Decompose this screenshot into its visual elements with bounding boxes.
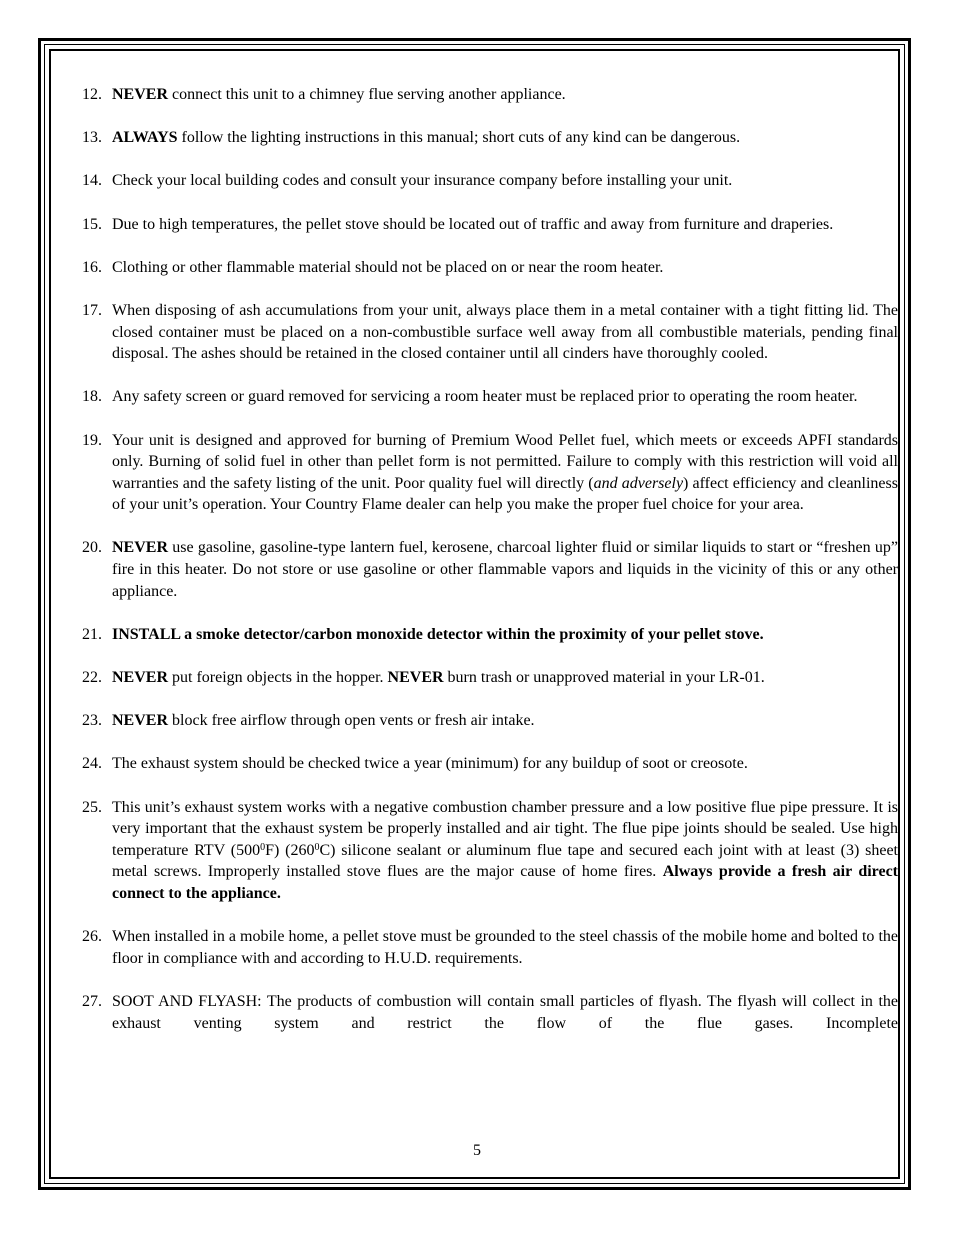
list-item-18: 18. Any safety screen or guard removed for servicing a room heater must be replaced prior to operating the room heater. <box>82 388 858 406</box>
list-item-23: 23. NEVER block free airflow through open vents or fresh air intake. <box>82 712 535 730</box>
list-item-14: 14. Check your local building codes and consult your insurance company before installing your unit. <box>82 172 733 190</box>
list-item-15: 15. Due to high temperatures, the pellet stove should be located out of traffic and away from furniture and draperies. <box>82 215 834 233</box>
list-item-20: 20. NEVER use gasoline, gasoline-type lantern fuel, kerosene, charcoal lighter fluid or similar liquids to start or “freshen up” fire in this heater. Do not store or use gasoline or other flammable vapors and liquids in the vicinity of this or any other appliance. <box>82 539 898 600</box>
list-item-17: 17. When disposing of ash accumulations from your unit, always place them in a metal container with a tight fitting lid. The closed container must be placed on a non-combustible surface well away from all combustible materials, pending final disposal. The ashes should be retained in the closed container until all cinders have thoroughly cooled. <box>82 301 898 363</box>
list-item-12: 12. NEVER connect this unit to a chimney flue serving another appliance. <box>82 86 566 103</box>
list-item-24: 24. The exhaust system should be checked twice a year (minimum) for any buildup of soot or creosote. <box>82 755 748 773</box>
list-item-13: 13. ALWAYS follow the lighting instructions in this manual; short cuts of any kind can be dangerous. <box>82 129 741 147</box>
list-item-25: 25. This unit’s exhaust system works with a negative combustion chamber pressure and a low positive flue pipe pressure. It is very important that the exhaust system be properly installed and air tight. The flue pipe joints should be sealed. Use high temperature RTV $(500^0F)$ $(260^0C)$ silicone sealant or aluminum flue tape and secured each joint with at least (3) sheet metal screws. Improperly installed stove flues are the major cause of home fires. Always provide a fresh air direct connect to the appliance. <box>82 798 899 902</box>
list-item-19: 19. Your unit is designed and approved for burning of Premium Wood Pellet fuel, which meets or exceeds APFI standards only. Burning of solid fuel in other than pellet form is not permitted. Failure to comply with this restriction will void all warranties and the safety listing of the unit. Poor quality fuel will directly (and adversely) affect efficiency and cleanliness of your unit’s operation. Your Country Flame dealer can help you make the proper fuel choice for your area. <box>82 431 898 514</box>
list-item-26: 26. When installed in a mobile home, a pellet stove must be grounded to the steel chassis of the mobile home and bolted to the floor in compliance with and according to H.U.D. requirements. <box>82 928 898 967</box>
safety-instructions-list <box>82 84 898 1056</box>
list-item-27: 27. SOOT AND FLYASH: The products of combustion will contain small particles of flyash. The flyash will collect in the exhaust venting system and restrict the flow of the flue gases. Incomplete <box>82 992 898 1032</box>
list-item-21: 21. INSTALL a smoke detector/carbon monoxide detector within the proximity of your pellet stove. <box>82 625 764 643</box>
page-number: 5 <box>473 1142 481 1159</box>
list-item-16: 16. Clothing or other flammable material should not be placed on or near the room heater. <box>82 258 664 276</box>
list-item-22: 22. NEVER put foreign objects in the hopper. NEVER burn trash or unapproved material in your LR-01. <box>82 669 765 687</box>
